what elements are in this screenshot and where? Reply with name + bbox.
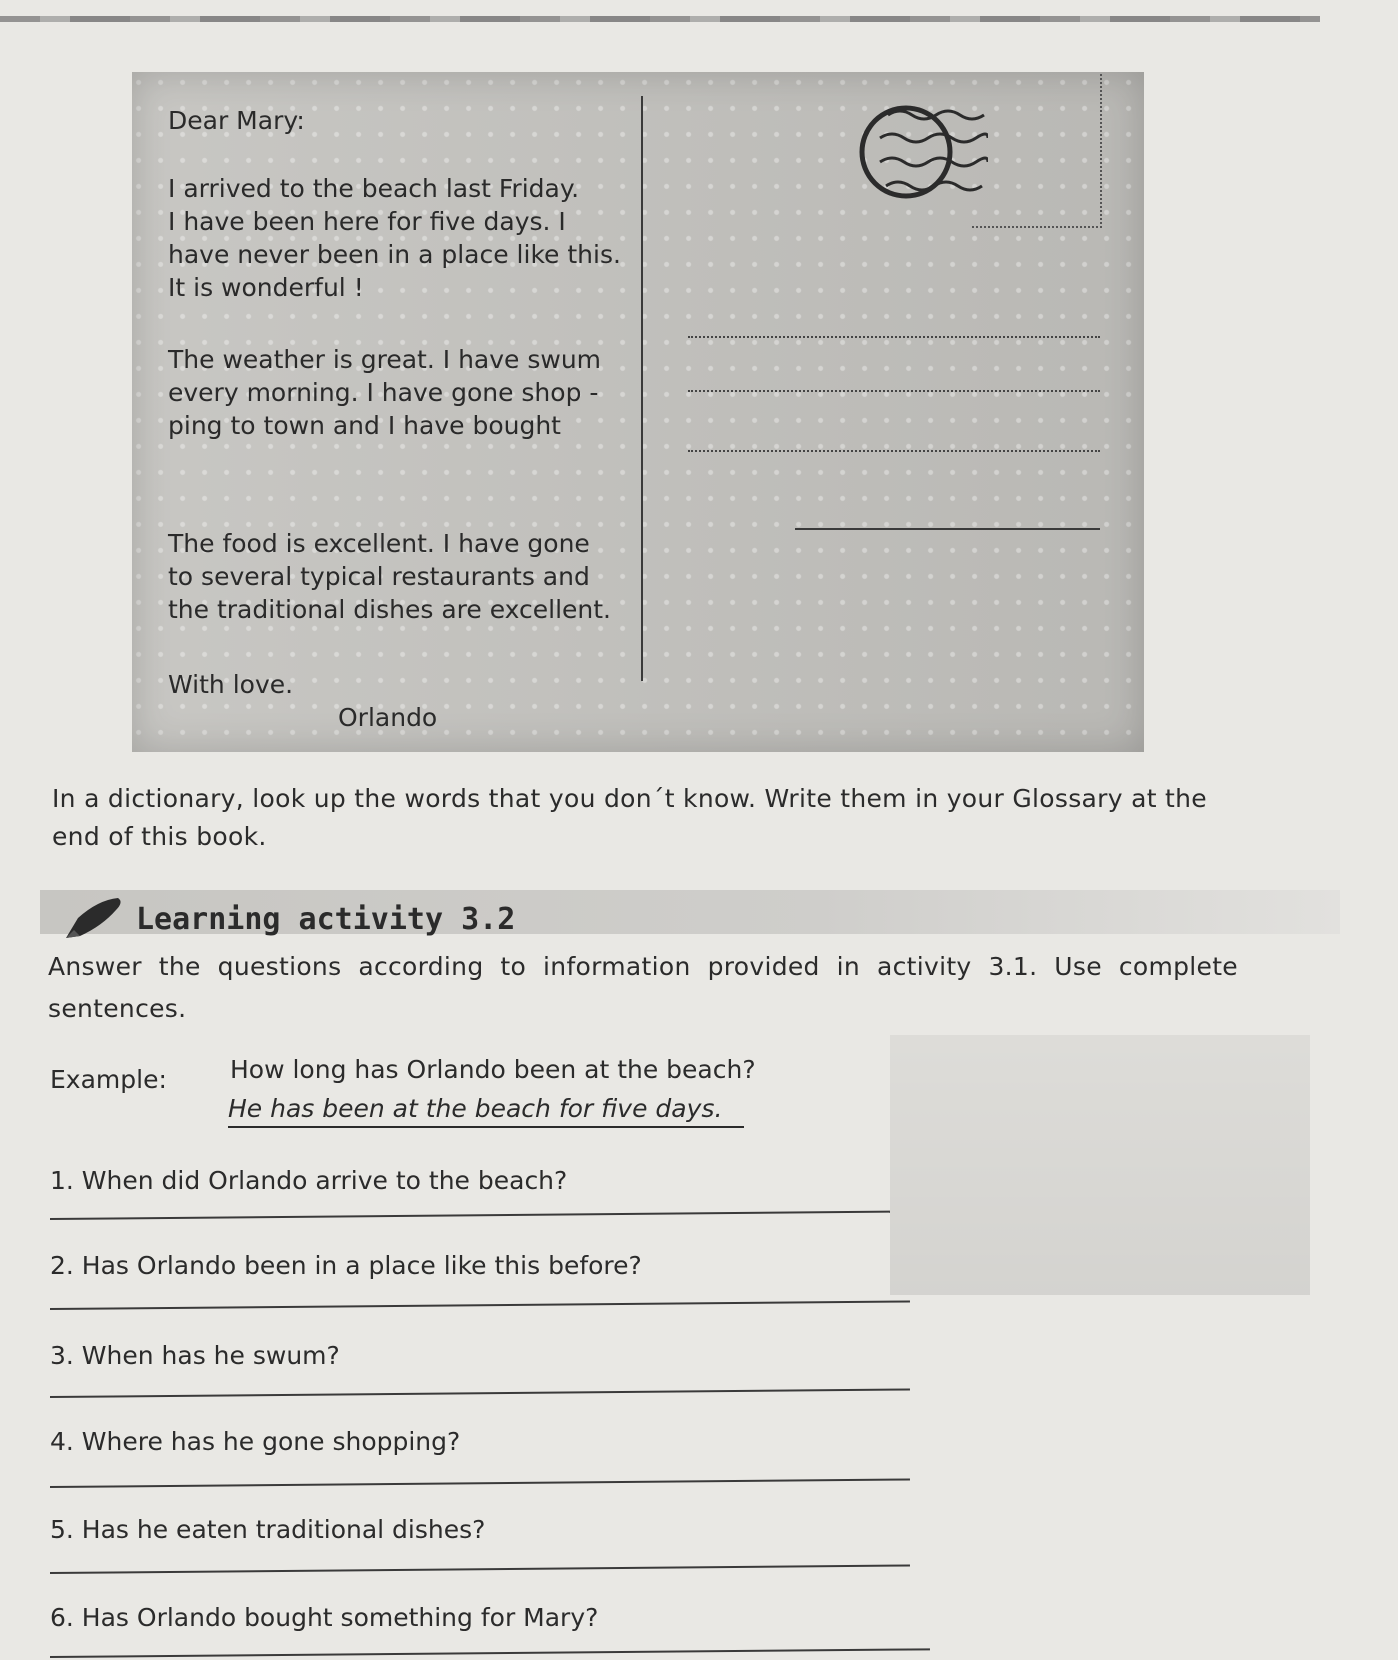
letter-line: I arrived to the beach last Friday. — [168, 174, 580, 203]
letter-line: The weather is great. I have swum — [168, 345, 602, 374]
letter-line: have never been in a place like this. — [168, 240, 621, 269]
greeting-text: Dear Mary: — [168, 106, 305, 135]
stamp-box — [972, 74, 1102, 228]
question-1: 1. When did Orlando arrive to the beach? — [50, 1166, 568, 1195]
answer-line-6[interactable] — [50, 1648, 930, 1658]
letter-line: to several typical restaurants and — [168, 562, 590, 591]
signature-text: Orlando — [338, 703, 438, 732]
background-shade — [890, 1035, 1310, 1295]
letter-line: The food is excellent. I have gone — [168, 529, 590, 558]
answer-line-4[interactable] — [50, 1478, 910, 1488]
example-question: How long has Orlando been at the beach? — [230, 1055, 756, 1084]
postcard-paragraph-2 — [168, 343, 601, 442]
letter-line: It is wonderful ! — [168, 273, 364, 302]
letter-line: every morning. I have gone shop - — [168, 378, 599, 407]
pencil-icon — [58, 892, 128, 944]
answer-line-3[interactable] — [50, 1388, 910, 1398]
postcard-greeting — [168, 104, 305, 137]
letter-line: the traditional dishes are excellent. — [168, 595, 611, 624]
answer-line-2[interactable] — [50, 1300, 910, 1310]
letter-line: I have been here for five days. I — [168, 207, 566, 236]
question-4: 4. Where has he gone shopping? — [50, 1427, 461, 1456]
postcard-divider — [641, 96, 643, 681]
answer-line-1[interactable] — [50, 1211, 890, 1220]
address-line — [688, 336, 1100, 338]
activity-title: Learning activity 3.2 — [136, 902, 516, 937]
address-line — [688, 390, 1100, 392]
letter-line: ping to town and I have bought — [168, 411, 561, 440]
postcard-closing — [168, 668, 437, 734]
question-2: 2. Has Orlando been in a place like this before? — [50, 1251, 642, 1280]
example-label: Example: — [50, 1065, 167, 1094]
instruction-text: In a dictionary, look up the words that you don´t know. Write them in your Glossary at the end of this book. — [52, 784, 1207, 851]
top-rule — [0, 16, 1320, 22]
question-6: 6. Has Orlando bought something for Mary? — [50, 1603, 599, 1632]
question-5: 5. Has he eaten traditional dishes? — [50, 1515, 486, 1544]
postcard-paragraph-1 — [168, 172, 621, 304]
example-answer: He has been at the beach for five days. — [228, 1092, 744, 1128]
question-3: 3. When has he swum? — [50, 1341, 340, 1370]
answer-line-5[interactable] — [50, 1564, 910, 1574]
postcard-paragraph-3 — [168, 527, 611, 626]
address-line — [688, 450, 1100, 452]
activity-instructions: Answer the questions according to information provided in activity 3.1. Use complete sentences. — [48, 952, 1238, 1023]
postmark-icon — [858, 90, 988, 210]
closing-text: With love. — [168, 670, 294, 699]
address-line — [795, 528, 1100, 530]
